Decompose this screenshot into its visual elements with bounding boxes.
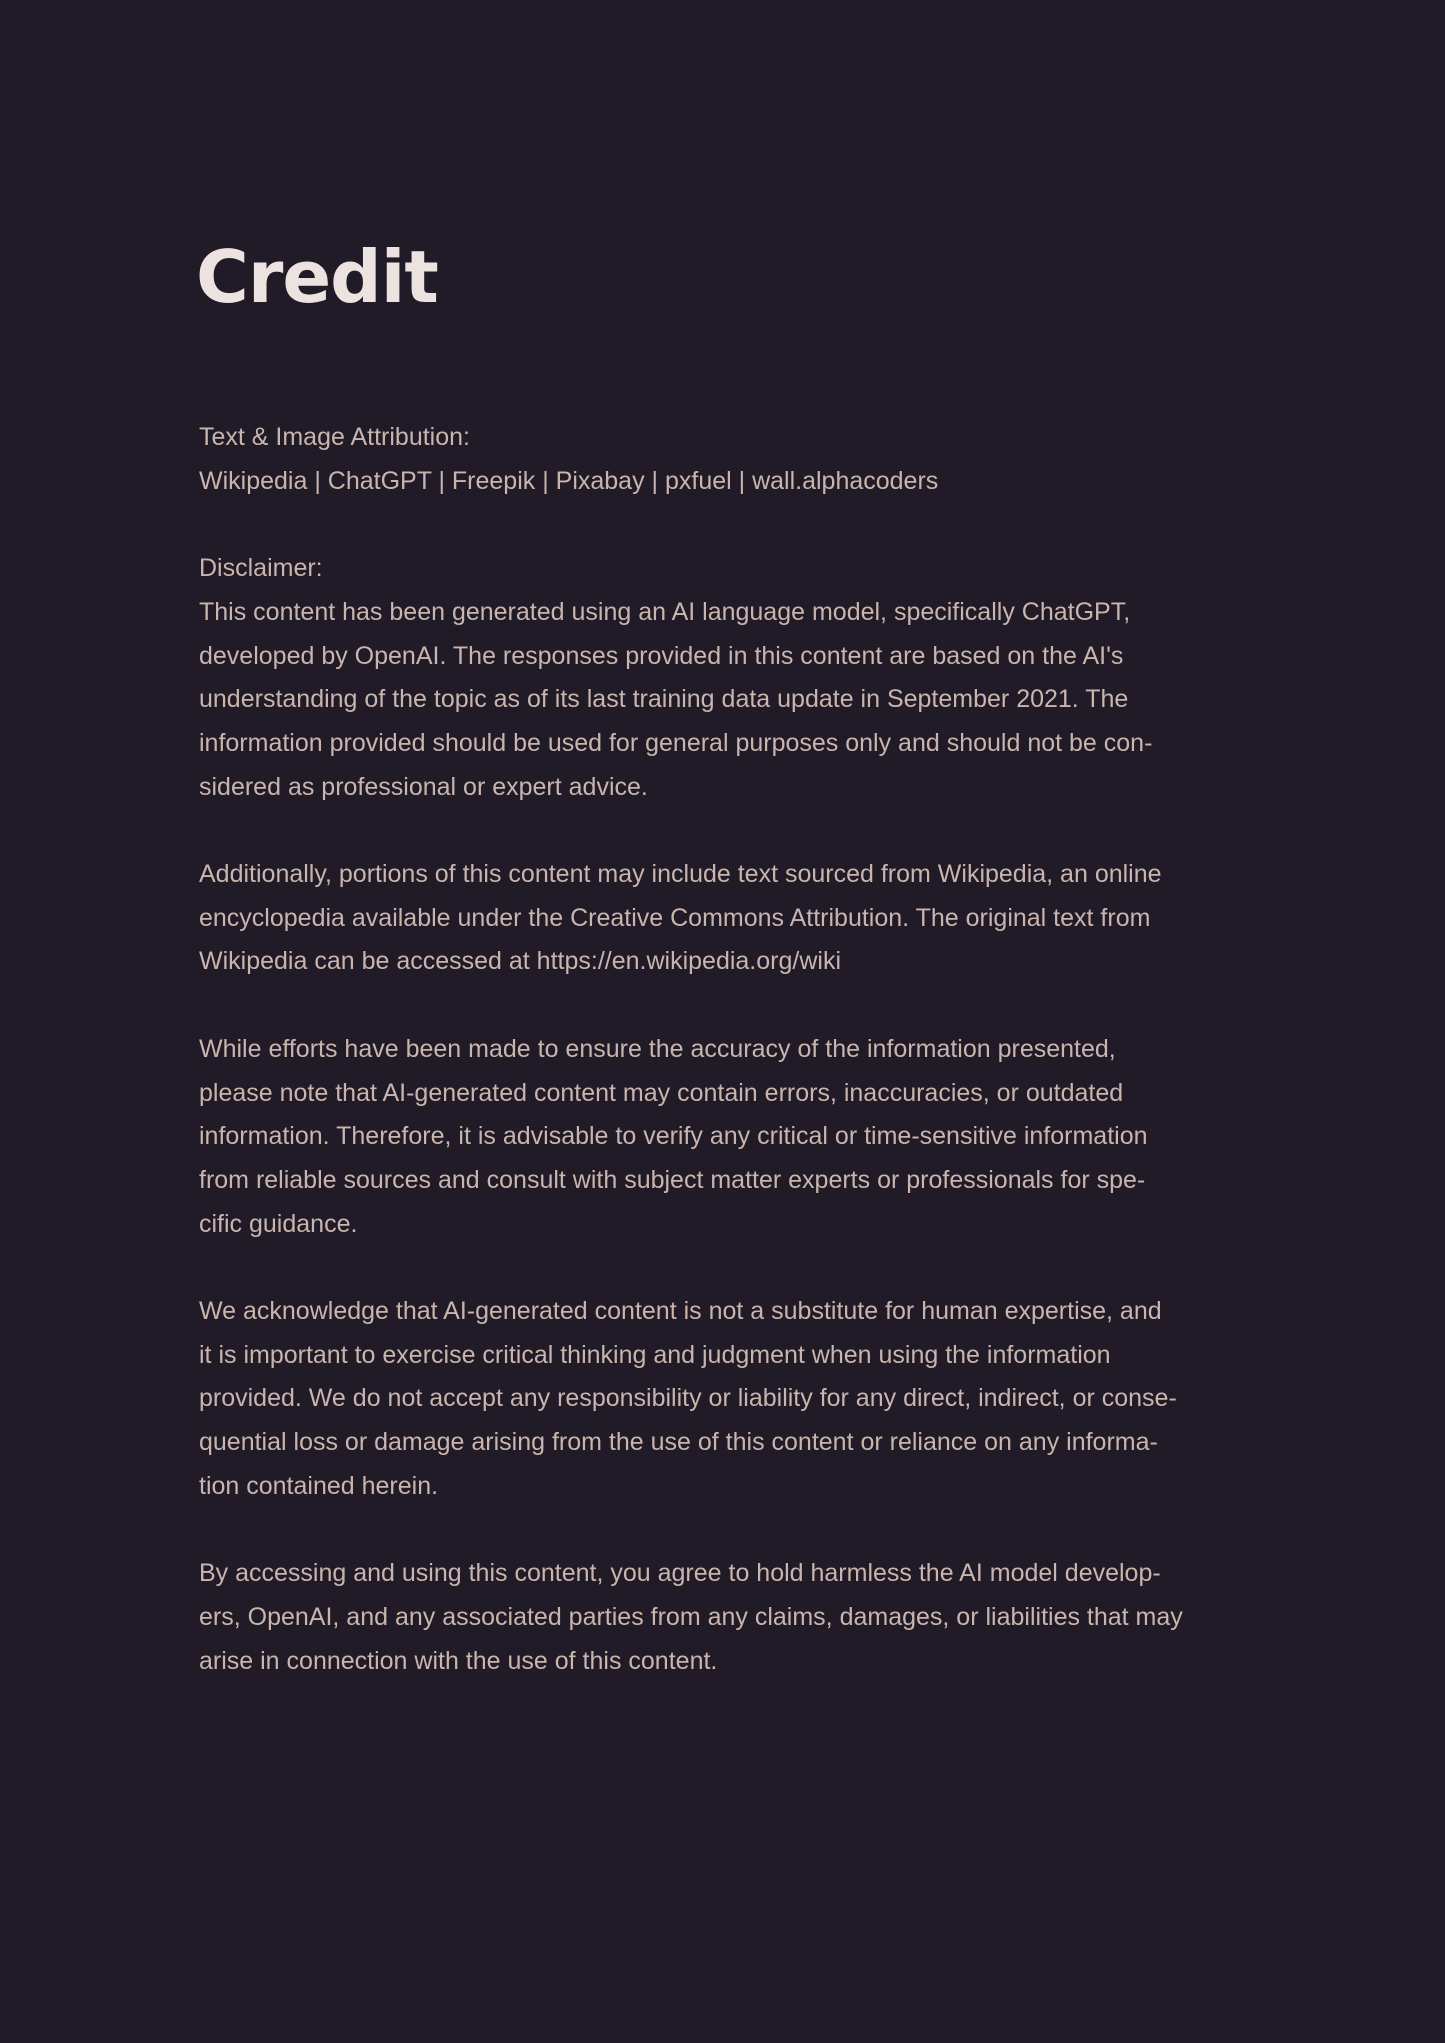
- text-line: cific guidance.: [199, 1209, 358, 1238]
- attribution-sources: Wikipedia | ChatGPT | Freepik | Pixabay | pxfuel | wall.alphacoders: [199, 466, 939, 495]
- text-line: tion contained herein.: [199, 1471, 439, 1500]
- text-line: Additionally, portions of this content may include text sourced from Wikipedia, an online: [199, 860, 1162, 888]
- text-line: quential loss or damage arising from the use of this content or reliance on any informa-: [199, 1428, 1158, 1457]
- credit-page: [196, 0, 1279, 2043]
- attribution-block: [199, 416, 1279, 503]
- text-line: developed by OpenAI. The responses provided in this content are based on the AI's: [199, 641, 1124, 670]
- disclaimer-paragraph-4: [199, 1290, 1279, 1509]
- disclaimer-paragraph-2: [199, 853, 1279, 984]
- text-line: arise in connection with the use of this content.: [199, 1646, 718, 1675]
- text-line: information provided should be used for general purposes only and should not be con-: [199, 728, 1153, 757]
- text-line: provided. We do not accept any responsibility or liability for any direct, indirect, or conse-: [199, 1384, 1177, 1413]
- page-title: Credit: [196, 235, 438, 319]
- text-line: By accessing and using this content, you agree to hold harmless the AI model develop-: [199, 1559, 1161, 1588]
- text-line: understanding of the topic as of its last training data update in September 2021. The: [199, 685, 1129, 714]
- disclaimer-paragraph-1: [199, 547, 1279, 809]
- text-line: sidered as professional or expert advice.: [199, 772, 648, 801]
- text-line: Wikipedia can be accessed at https://en.wikipedia.org/wiki: [199, 947, 841, 976]
- text-line: encyclopedia available under the Creative Commons Attribution. The original text from: [199, 903, 1151, 932]
- text-line: it is important to exercise critical thinking and judgment when using the information: [199, 1340, 1111, 1369]
- disclaimer-paragraph-3: [199, 1028, 1279, 1247]
- text-line: information. Therefore, it is advisable to verify any critical or time-sensitive information: [199, 1122, 1148, 1151]
- disclaimer-label: Disclaimer:: [199, 554, 323, 583]
- text-line: This content has been generated using an AI language model, specifically ChatGPT,: [199, 597, 1131, 626]
- text-line: While efforts have been made to ensure the accuracy of the information presented,: [199, 1034, 1116, 1063]
- attribution-label: Text & Image Attribution:: [199, 423, 470, 451]
- text-line: from reliable sources and consult with subject matter experts or professionals for spe-: [199, 1165, 1146, 1194]
- text-line: We acknowledge that AI-generated content is not a substitute for human expertise, and: [199, 1297, 1162, 1325]
- credit-body: [199, 416, 1279, 1683]
- text-line: please note that AI-generated content may contain errors, inaccuracies, or outdated: [199, 1078, 1124, 1107]
- text-line: ers, OpenAI, and any associated parties from any claims, damages, or liabilities that may: [199, 1602, 1183, 1631]
- disclaimer-paragraph-5: [199, 1552, 1279, 1683]
